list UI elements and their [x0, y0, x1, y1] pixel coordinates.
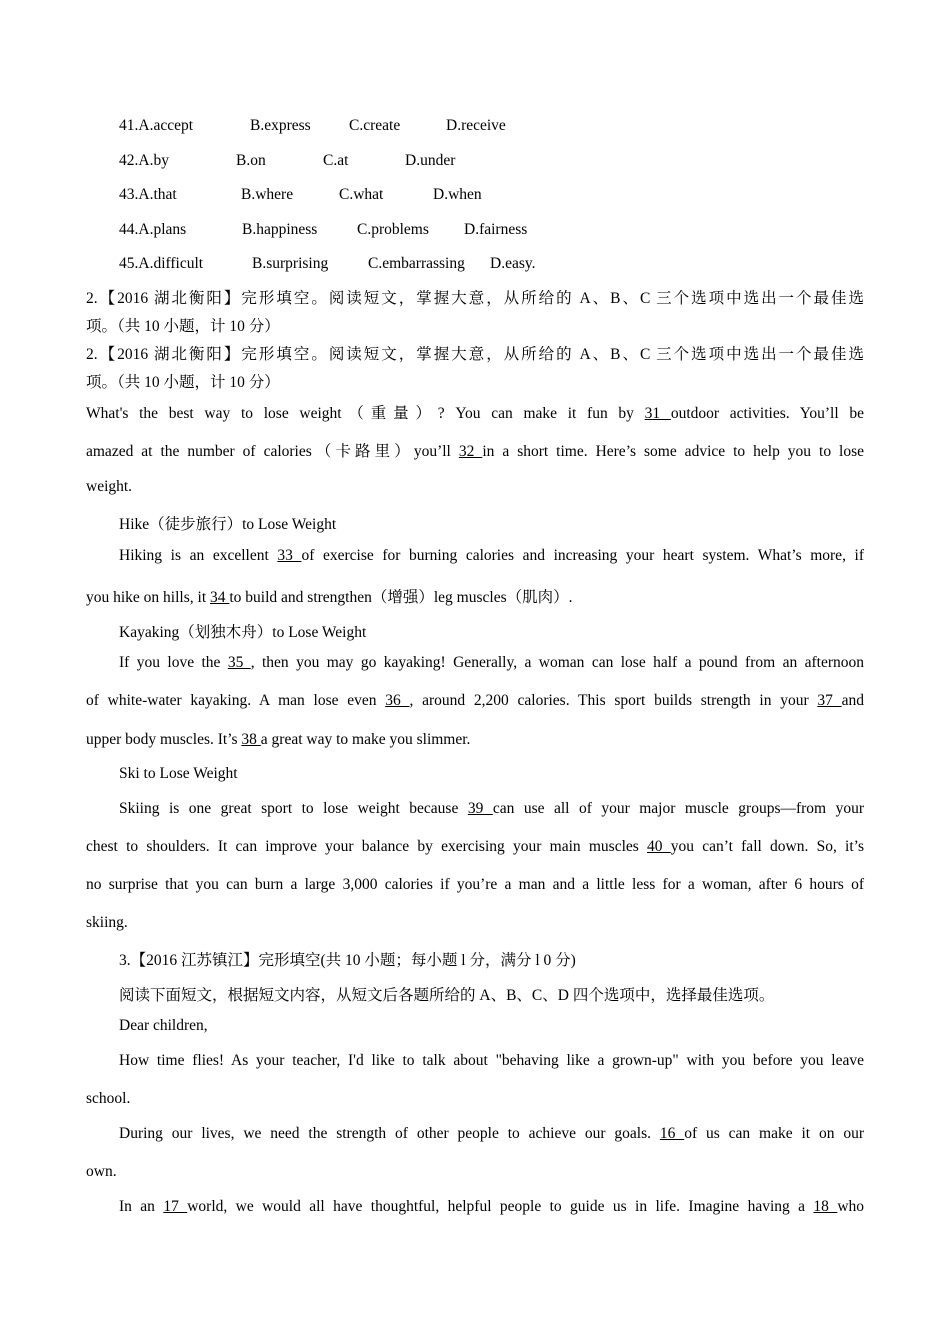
option-c: C.what	[339, 186, 384, 203]
option-c: C.problems	[357, 221, 429, 238]
option-c: C.embarrassing	[368, 255, 465, 272]
subheading-ski: Ski to Lose Weight	[119, 765, 238, 782]
subheading-hike: Hike（徒步旅行）to Lose Weight	[119, 516, 337, 533]
blank-39: 39	[467, 800, 493, 817]
blank-33: 33	[277, 547, 302, 564]
paragraph-line: of white-water kayaking. A man lose even 36 , around 2,200 calories. This sport builds strength in your 37 and	[86, 692, 865, 709]
option-c: C.at	[323, 152, 349, 169]
option-a: 44.A.plans	[119, 221, 187, 238]
paragraph-line: upper body muscles. It’s 38 a great way to make you slimmer.	[86, 731, 471, 748]
paragraph-line: In an 17 world, we would all have thoughtful, helpful people to guide us in life. Imagine having a 18 who	[119, 1198, 865, 1215]
section-2-intro-cont: 项。（共 10 小题，计 10 分）	[86, 374, 280, 391]
paragraph-line: weight.	[86, 478, 133, 495]
option-b: B.surprising	[252, 255, 329, 272]
option-b: B.express	[250, 117, 311, 134]
blank-36: 36	[385, 692, 410, 709]
option-b: B.on	[236, 152, 266, 169]
option-a: 41.A.accept	[119, 117, 194, 134]
paragraph-line: How time flies! As your teacher, I'd like to talk about "behaving like a grown-up" with you before you leave	[119, 1052, 864, 1069]
section-2-intro: 2.【2016 湖北衡阳】完形填空。阅读短文，掌握大意，从所给的 A、B、C 三个选项中选出一个最佳选	[86, 290, 864, 307]
paragraph-line: If you love the 35 , then you may go kayaking! Generally, a woman can lose half a pound from an afternoon	[119, 654, 864, 671]
paragraph-line: chest to shoulders. It can improve your balance by exercising your main muscles 40 you can’t fall down. So, it’s	[86, 838, 864, 855]
blank-17: 17	[163, 1198, 188, 1215]
section-3-title: 3.【2016 江苏镇江】完形填空(共 10 小题；每小题 l 分，满分 l 0 分)	[119, 952, 576, 969]
blank-40: 40	[647, 838, 671, 855]
paragraph-line: Skiing is one great sport to lose weight because 39 can use all of your major muscle groups—from your	[119, 800, 865, 817]
blank-35: 35	[227, 654, 251, 671]
option-a: 43.A.that	[119, 186, 177, 203]
section-3-instructions: 阅读下面短文，根据短文内容，从短文后各题所给的 A、B、C、D 四个选项中，选择最佳选项。	[119, 987, 775, 1004]
blank-32: 32	[458, 443, 483, 460]
option-d: D.receive	[446, 117, 506, 134]
paragraph-line: During our lives, we need the strength of other people to achieve our goals. 16 of us can make it on our	[119, 1125, 865, 1142]
option-a: 42.A.by	[119, 152, 169, 169]
option-d: D.easy.	[490, 255, 536, 272]
paragraph-line: skiing.	[86, 914, 128, 931]
section-2-intro: 2.【2016 湖北衡阳】完形填空。阅读短文，掌握大意，从所给的 A、B、C 三个选项中选出一个最佳选	[86, 346, 864, 363]
paragraph-line: no surprise that you can burn a large 3,000 calories if you’re a man and a little less for a woman, after 6 hours of	[86, 876, 864, 893]
option-d: D.fairness	[464, 221, 528, 238]
option-d: D.when	[433, 186, 482, 203]
paragraph-line: school.	[86, 1090, 131, 1107]
blank-16: 16	[659, 1125, 685, 1142]
section-2-intro-cont: 项。（共 10 小题，计 10 分）	[86, 318, 280, 335]
paragraph-line: you hike on hills, it 34 to build and strengthen（增强）leg muscles（肌肉）.	[86, 589, 573, 606]
option-a: 45.A.difficult	[119, 255, 204, 272]
blank-37: 37	[817, 692, 842, 709]
blank-18: 18	[813, 1198, 838, 1215]
blank-34: 34	[210, 589, 230, 606]
paragraph-line: amazed at the number of calories（卡路里）you’ll 32 in a short time. Here’s some advice to help you to lose	[86, 443, 865, 460]
paragraph-line: own.	[86, 1163, 117, 1180]
subheading-kayaking: Kayaking（划独木舟）to Lose Weight	[119, 624, 367, 641]
option-d: D.under	[405, 152, 456, 169]
option-c: C.create	[349, 117, 401, 134]
paragraph-line: Hiking is an excellent 33 of exercise for burning calories and increasing your heart system. What’s more, if	[119, 547, 865, 564]
letter-greeting: Dear children,	[119, 1017, 208, 1034]
blank-38: 38	[241, 731, 261, 748]
option-b: B.where	[241, 186, 294, 203]
paragraph-line: What's the best way to lose weight（重量）? You can make it fun by 31 outdoor activities. You’ll be	[86, 405, 864, 422]
blank-31: 31	[644, 405, 671, 422]
option-b: B.happiness	[242, 221, 318, 238]
